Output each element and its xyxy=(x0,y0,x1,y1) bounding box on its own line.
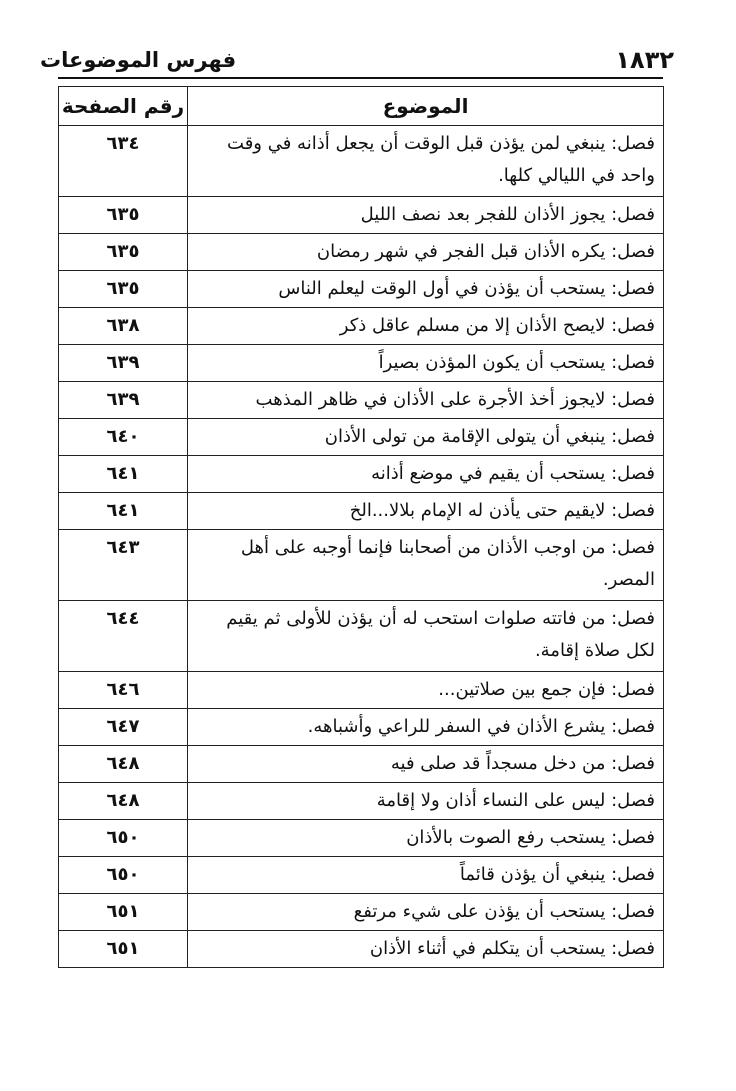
row-topic: فصل: يستحب أن يقيم في موضع أذانه xyxy=(188,456,664,493)
table-row xyxy=(59,419,664,456)
header-rule xyxy=(58,77,663,79)
table-row xyxy=(59,456,664,493)
row-topic: فصل: يستحب أن يؤذن على شيء مرتفع xyxy=(188,894,664,931)
row-topic: فصل: ينبغي أن يؤذن قائماً xyxy=(188,857,664,894)
table-row xyxy=(59,857,664,894)
table-row xyxy=(59,672,664,709)
row-page: ٦٤١ xyxy=(59,493,188,530)
row-page: ٦٣٥ xyxy=(59,271,188,308)
row-topic: فصل: يستحب أن يؤذن في أول الوقت ليعلم الناس xyxy=(188,271,664,308)
table-row xyxy=(59,530,664,601)
row-page: ٦٤٨ xyxy=(59,783,188,820)
row-page: ٦٣٩ xyxy=(59,382,188,419)
table-row xyxy=(59,709,664,746)
row-page: ٦٤٦ xyxy=(59,672,188,709)
table-row xyxy=(59,931,664,968)
table-row xyxy=(59,601,664,672)
toc-header-row xyxy=(59,87,664,126)
row-page: ٦٥٠ xyxy=(59,857,188,894)
row-page: ٦٣٥ xyxy=(59,234,188,271)
row-topic: فصل: من فاتته صلوات استحب له أن يؤذن للأولى ثم يقيم لكل صلاة إقامة. xyxy=(188,601,664,672)
row-topic: فصل: لايقيم حتى يأذن له الإمام بلالا...الخ xyxy=(188,493,664,530)
table-row xyxy=(59,197,664,234)
column-header-topic: الموضوع xyxy=(188,87,664,126)
row-page: ٦٤١ xyxy=(59,456,188,493)
running-title: فهرس الموضوعات xyxy=(40,48,237,72)
row-topic: فصل: يستحب رفع الصوت بالأذان xyxy=(188,820,664,857)
table-row xyxy=(59,308,664,345)
row-page: ٦٤٤ xyxy=(59,601,188,672)
row-page: ٦٥٠ xyxy=(59,820,188,857)
table-row xyxy=(59,783,664,820)
row-page: ٦٣٥ xyxy=(59,197,188,234)
row-topic: فصل: ينبغي أن يتولى الإقامة من تولى الأذان xyxy=(188,419,664,456)
table-row xyxy=(59,894,664,931)
table-row xyxy=(59,382,664,419)
page-header xyxy=(40,40,674,80)
table-row xyxy=(59,493,664,530)
row-topic: فصل: ليس على النساء أذان ولا إقامة xyxy=(188,783,664,820)
row-topic: فصل: يجوز الأذان للفجر بعد نصف الليل xyxy=(188,197,664,234)
row-page: ٦٤٨ xyxy=(59,746,188,783)
row-page: ٦٥١ xyxy=(59,931,188,968)
table-row xyxy=(59,345,664,382)
row-page: ٦٥١ xyxy=(59,894,188,931)
row-topic: فصل: لايجوز أخذ الأجرة على الأذان في ظاهر المذهب xyxy=(188,382,664,419)
table-row xyxy=(59,271,664,308)
row-topic: فصل: ينبغي لمن يؤذن قبل الوقت أن يجعل أذانه في وقت واحد في الليالي كلها. xyxy=(188,126,664,197)
table-row xyxy=(59,820,664,857)
row-topic: فصل: فإن جمع بين صلاتين... xyxy=(188,672,664,709)
row-topic: فصل: يستحب أن يتكلم في أثناء الأذان xyxy=(188,931,664,968)
row-topic: فصل: يستحب أن يكون المؤذن بصيراً xyxy=(188,345,664,382)
page-number: ١٨٣٢ xyxy=(615,46,674,74)
table-row xyxy=(59,746,664,783)
row-page: ٦٣٨ xyxy=(59,308,188,345)
toc-table xyxy=(58,86,664,968)
row-topic: فصل: من اوجب الأذان من أصحابنا فإنما أوجبه على أهل المصر. xyxy=(188,530,664,601)
row-topic: فصل: يشرع الأذان في السفر للراعي وأشباهه. xyxy=(188,709,664,746)
row-page: ٦٣٩ xyxy=(59,345,188,382)
column-header-page: رقم الصفحة xyxy=(59,87,188,126)
row-page: ٦٤٠ xyxy=(59,419,188,456)
table-row xyxy=(59,234,664,271)
table-row xyxy=(59,126,664,197)
row-topic: فصل: يكره الأذان قبل الفجر في شهر رمضان xyxy=(188,234,664,271)
row-topic: فصل: لايصح الأذان إلا من مسلم عاقل ذكر xyxy=(188,308,664,345)
row-topic: فصل: من دخل مسجداً قد صلى فيه xyxy=(188,746,664,783)
row-page: ٦٣٤ xyxy=(59,126,188,197)
row-page: ٦٤٧ xyxy=(59,709,188,746)
row-page: ٦٤٣ xyxy=(59,530,188,601)
